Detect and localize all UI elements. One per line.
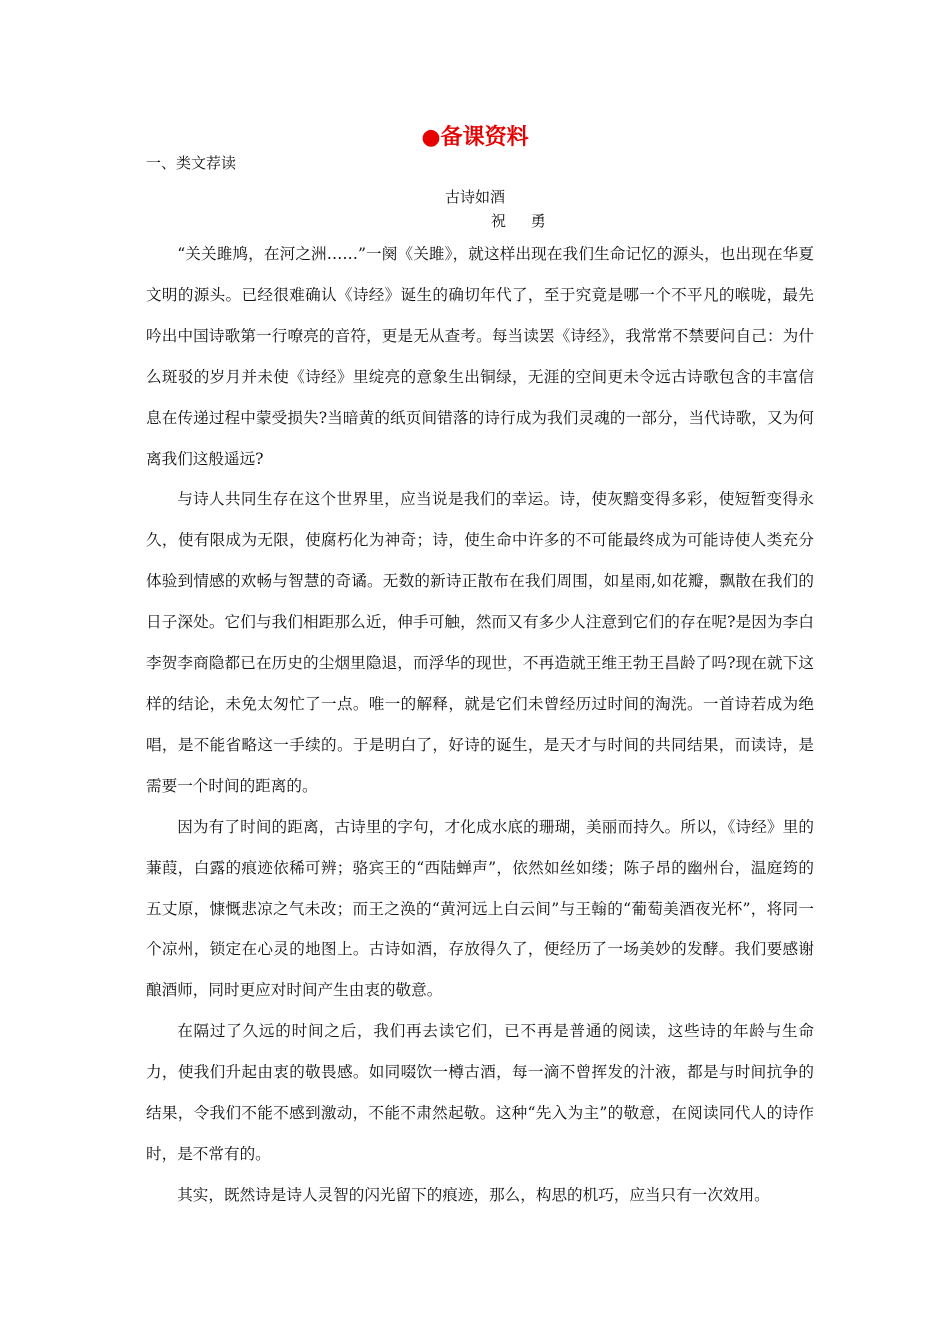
article-title: 古诗如酒 xyxy=(444,188,505,206)
paragraph: 其实，既然诗是诗人灵智的闪光留下的痕迹，那么，构思的机巧，应当只有一次效用。 xyxy=(177,1185,770,1204)
paragraph: “关关雎鸠，在河之洲……”一阕《关雎》，就这样出现在我们生命记忆的源头，也出现在华夏文明的源头。已经很难确认《诗经》诞生的确切年代了，至于究竟是哪一个不平凡的喉咙，最先吟出中国诗歌第一行嘹亮的音符，更是无从查考。每当读罢《诗经》，我常常不禁要问自己：为什么斑驳的岁月并未使《诗经》里绽亮的意象生出铜绿，无涯的空间更未令远古诗歌包含的丰富信息在传递过程中蒙受损失?当暗黄的纸页间错落的诗行成为我们灵魂的一部分，当代诗歌，又为何离我们这般遥远? xyxy=(146,245,814,468)
paragraph: 因为有了时间的距离，古诗里的字句，才化成水底的珊瑚，美丽而持久。所以，《诗经》里的蒹葭，白露的痕迹依稀可辨；骆宾王的“西陆蝉声”，依然如丝如缕；陈子昂的幽州台，温庭筠的五丈原，慷慨悲凉之气未改；而王之涣的“黄河远上白云间”与王翰的“葡萄美酒夜光杯”，将同一个凉州，锁定在心灵的地图上。古诗如酒，存放得久了，便经历了一场美妙的发酵。我们要感谢酿酒师，同时更应对时间产生由衷的敬意。 xyxy=(146,817,814,1000)
paragraph: 在隔过了久远的时间之后，我们再去读它们，已不再是普通的阅读，这些诗的年龄与生命力，使我们升起由衷的敬畏感。如同啜饮一樽古酒，每一滴不曾挥发的汁液，都是与时间抗争的结果，令我们不能不感到激动，不能不肃然起敬。这种“先入为主”的敬意，在阅读同代人的诗作时，是不常有的。 xyxy=(146,1022,814,1163)
paragraph: 与诗人共同生存在这个世界里，应当说是我们的幸运。诗，使灰黯变得多彩，使短暂变得永久，使有限成为无限，使腐朽化为神奇；诗，使生命中许多的不可能最终成为可能诗使人类充分体验到情感的欢畅与智慧的奇谲。无数的新诗正散布在我们周围，如星雨,如花瓣，飘散在我们的日子深处。它们与我们相距那么近，伸手可触，然而又有多少人注意到它们的存在呢?是因为李白李贺李商隐都已在历史的尘烟里隐退，而浮华的现世，不再造就王维王勃王昌龄了吗?现在就下这样的结论，未免太匆忙了一点。唯一的解释，就是它们未曾经历过时间的淘洗。一首诗若成为绝唱，是不能省略这一手续的。于是明白了，好诗的诞生，是天才与时间的共同结果，而读诗，是需要一个时间的距离的。 xyxy=(146,490,814,795)
section-label: 一、类文荐读 xyxy=(146,154,237,172)
article-author: 祝 勇 xyxy=(491,212,556,230)
page-heading: ●备课资料 xyxy=(421,124,529,150)
article-body xyxy=(146,234,814,1216)
